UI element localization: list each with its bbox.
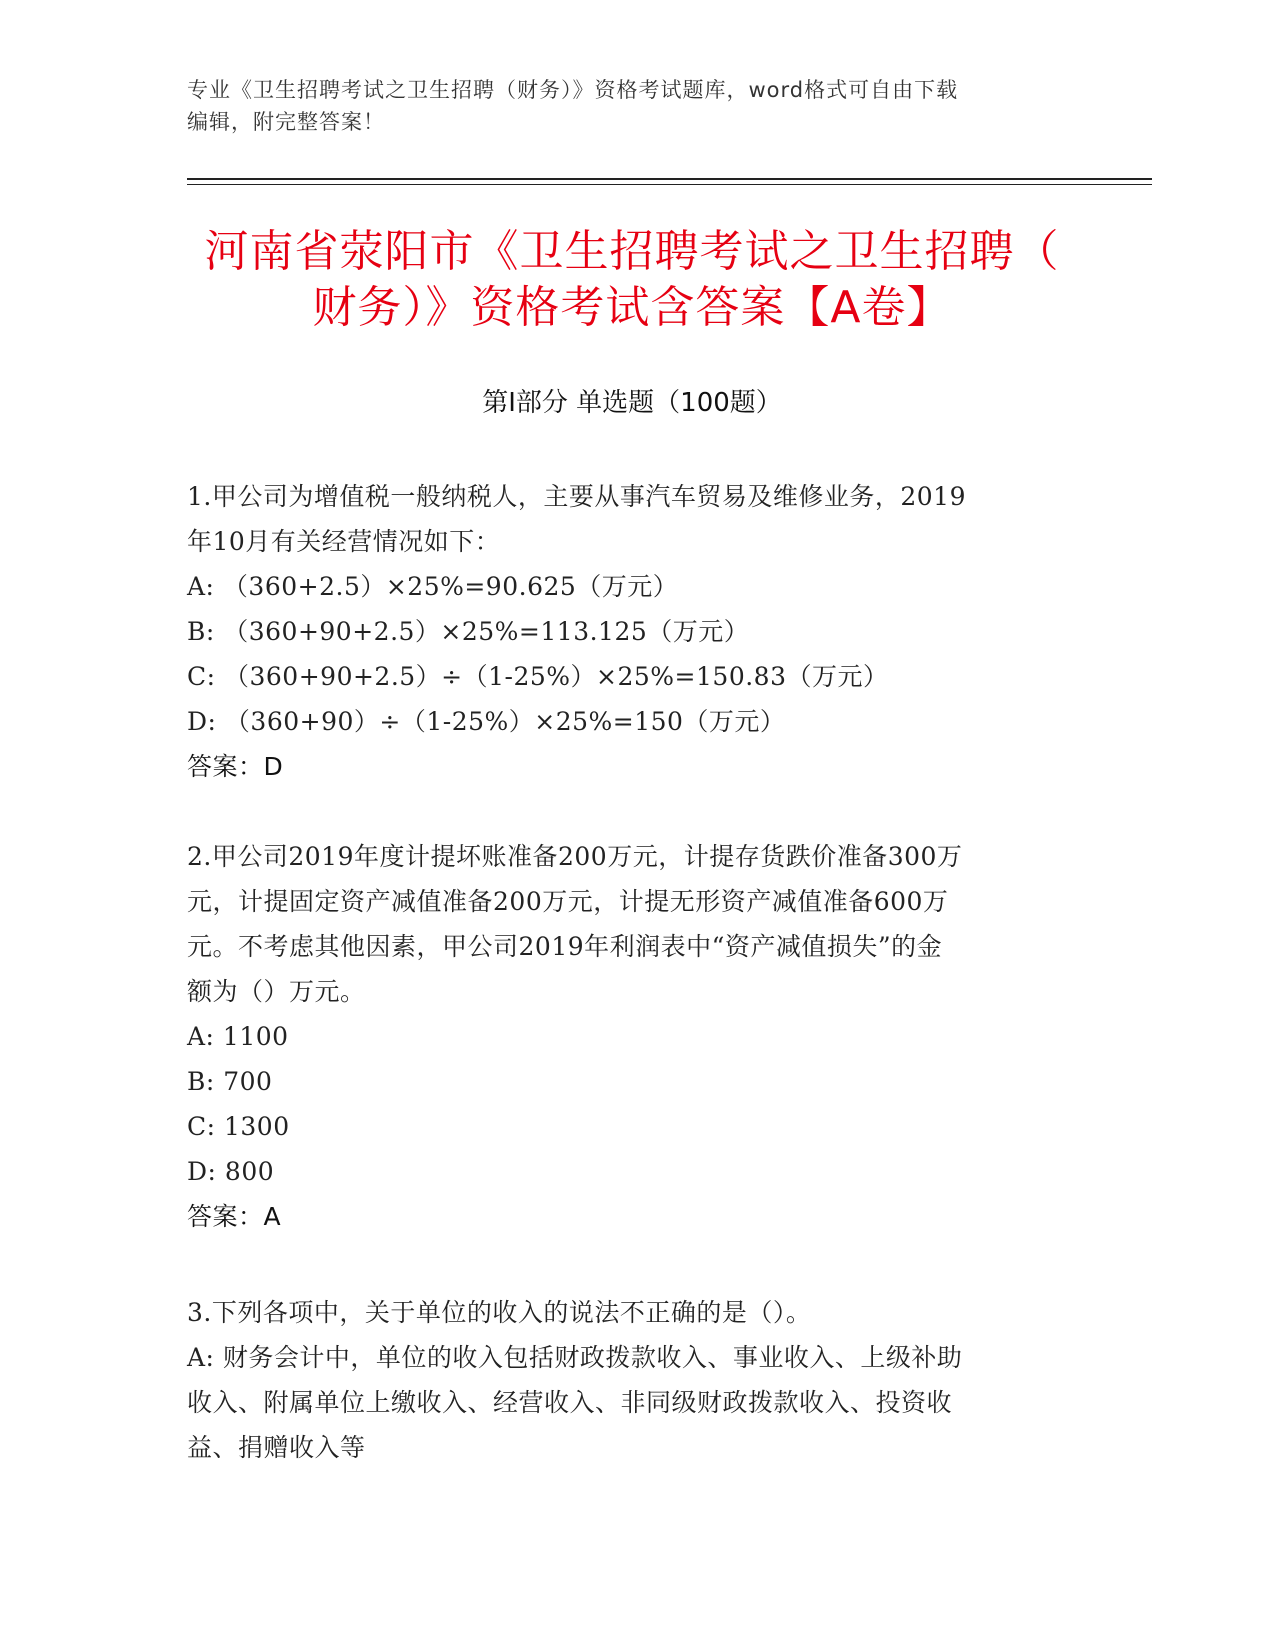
question-3 <box>187 1290 1087 1470</box>
question-stem: 3.下列各项中，关于单位的收入的说法不正确的是（）。 <box>187 1298 812 1327</box>
header-divider-thick <box>187 178 1152 180</box>
answer-label: 答案：A <box>187 1202 282 1231</box>
question-stem: 元，计提固定资产减值准备200万元，计提无形资产减值准备600万 <box>187 887 949 916</box>
option-a: A: （360+2.5）×25%=90.625（万元） <box>187 572 679 601</box>
option-d: D: 800 <box>187 1157 275 1186</box>
option-d: D: （360+90）÷（1-25%）×25%=150（万元） <box>187 707 786 736</box>
section-heading: 第Ⅰ部分 单选题（100题） <box>482 388 782 418</box>
answer-label: 答案：D <box>187 752 284 781</box>
option-a-continued: 收入、附属单位上缴收入、经营收入、非同级财政拨款收入、投资收 <box>187 1388 953 1417</box>
question-stem: 1.甲公司为增值税一般纳税人，主要从事汽车贸易及维修业务，2019 <box>187 482 966 511</box>
question-1 <box>187 474 1087 789</box>
document-title-line-1: 河南省荥阳市《卫生招聘考试之卫生招聘（ <box>204 226 1060 277</box>
option-b: B: 700 <box>187 1067 273 1096</box>
question-stem: 年10月有关经营情况如下： <box>187 527 501 556</box>
question-stem: 2.甲公司2019年度计提坏账准备200万元，计提存货跌价准备300万 <box>187 842 963 871</box>
option-c: C: 1300 <box>187 1112 290 1141</box>
question-2 <box>187 834 1087 1239</box>
option-a: A: 财务会计中，单位的收入包括财政拨款收入、事业收入、上级补助 <box>187 1343 963 1372</box>
option-a-continued: 益、捐赠收入等 <box>187 1433 366 1462</box>
header-divider-thin <box>187 184 1152 185</box>
question-stem: 额为（）万元。 <box>187 977 366 1006</box>
document-title-line-2: 财务）》资格考试含答案【A卷】 <box>312 282 952 333</box>
option-c: C: （360+90+2.5）÷（1-25%）×25%=150.83（万元） <box>187 662 889 691</box>
header-note-line-1: 专业《卫生招聘考试之卫生招聘（财务）》资格考试题库，word格式可自由下载 <box>187 78 959 102</box>
option-b: B: （360+90+2.5）×25%=113.125（万元） <box>187 617 750 646</box>
header-note-line-2: 编辑，附完整答案！ <box>187 110 385 134</box>
option-a: A: 1100 <box>187 1022 289 1051</box>
question-stem: 元。不考虑其他因素，甲公司2019年利润表中“资产减值损失”的金 <box>187 932 943 961</box>
document-title <box>187 224 1077 336</box>
header-note <box>187 74 1067 138</box>
